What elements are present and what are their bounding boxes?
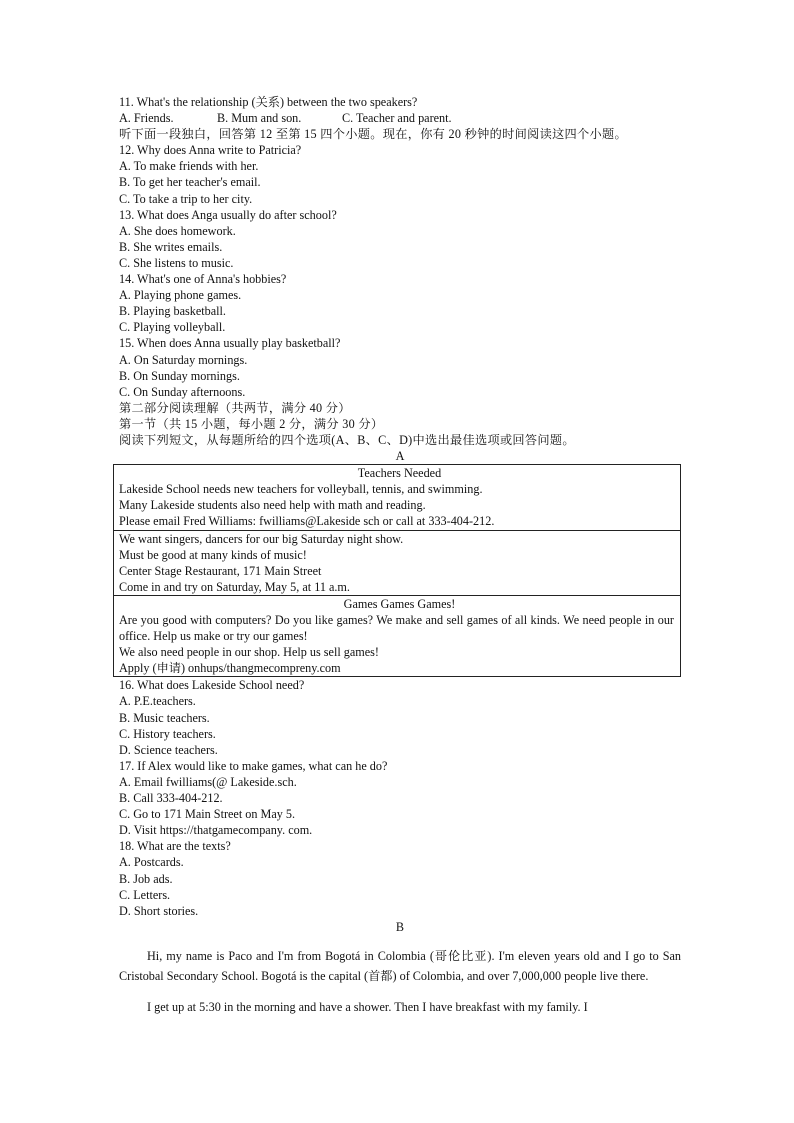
passage-a-label: A <box>395 449 405 464</box>
section1-instruction: 阅读下列短文，从每题所给的四个选项(A、B、C、D)中选出最佳选项或回答问题。 <box>119 432 575 447</box>
option-c: C. Letters. <box>119 887 171 902</box>
option-b: B. Playing basketball. <box>119 304 226 319</box>
question-11: 11. What's the relationship (关系) between the two speakers? <box>119 95 418 109</box>
option-d: D. Visit https://thatgamecompany. com. <box>119 823 313 838</box>
passage-b-label: B <box>395 919 405 934</box>
option-b: B. Mum and son. <box>217 111 302 126</box>
ad-paragraph: Are you good with computers? Do you like games? We make and sell games of all kinds. We need people in our office. Help us make or try our games! <box>119 613 674 644</box>
option-c: C. To take a trip to her city. <box>119 191 253 206</box>
ads-table <box>113 464 681 677</box>
option-a: A. Playing phone games. <box>119 288 242 303</box>
ad-games <box>114 595 680 676</box>
option-b: B. She writes emails. <box>119 239 223 254</box>
ad-teachers-needed <box>114 465 680 529</box>
ad-line: We also need people in our shop. Help us sell games! <box>119 645 379 660</box>
option-c: C. Go to 171 Main Street on May 5. <box>119 807 296 822</box>
part2-title: 第二部分阅读理解（共两节，满分 40 分） <box>119 400 351 415</box>
option-a: A. Email fwilliams(@ Lakeside.sch. <box>119 774 297 789</box>
ad-line: Center Stage Restaurant, 171 Main Street <box>119 563 322 578</box>
listening-instruction: 听下面一段独白，回答第 12 至第 15 四个小题。现在，你有 20 秒钟的时间阅读这四个小题。 <box>119 127 627 142</box>
ad-title: Games Games Games! <box>343 596 456 611</box>
question-13: 13. What does Anga usually do after school? <box>119 207 337 222</box>
ad-line: Lakeside School needs new teachers for volleyball, tennis, and swimming. <box>119 482 483 497</box>
ad-line: Come in and try on Saturday, May 5, at 11 a.m. <box>119 579 350 594</box>
option-c: C. Playing volleyball. <box>119 320 226 335</box>
option-b: B. Call 333-404-212. <box>119 791 223 806</box>
question-17: 17. If Alex would like to make games, what can he do? <box>119 758 388 773</box>
ad-line: Please email Fred Williams: fwilliams@Lakeside sch or call at 333-404-212. <box>119 514 495 529</box>
question-16: 16. What does Lakeside School need? <box>119 678 305 693</box>
option-c: C. On Sunday afternoons. <box>119 384 246 399</box>
ad-singers-dancers <box>114 530 680 595</box>
option-a: A. She does homework. <box>119 223 236 238</box>
option-a: A. Postcards. <box>119 855 184 870</box>
option-c: C. She listens to music. <box>119 255 234 270</box>
ad-line: Apply (申请) onhups/thangmecompreny.com <box>119 661 341 676</box>
question-18: 18. What are the texts? <box>119 839 231 854</box>
question-15: 15. When does Anna usually play basketball? <box>119 336 341 351</box>
question-14: 14. What's one of Anna's hobbies? <box>119 272 287 287</box>
option-b: B. On Sunday mornings. <box>119 368 240 383</box>
option-a: A. P.E.teachers. <box>119 694 196 709</box>
ad-line: Must be good at many kinds of music! <box>119 547 307 562</box>
option-b: B. Job ads. <box>119 871 173 886</box>
ad-line: Many Lakeside students also need help with math and reading. <box>119 498 426 513</box>
question-11-options <box>119 110 681 126</box>
passage-b-paragraph-1: Hi, my name is Paco and I'm from Bogotá in Colombia (哥伦比亚). I'm eleven years old and I go to San Cristobal Secondary School. Bogotá is the capital (首都) of Colombia, and over 7,000,000 people live there. <box>119 949 681 983</box>
section1-title: 第一节（共 15 小题，每小题 2 分，满分 30 分） <box>119 416 384 431</box>
option-b: B. To get her teacher's email. <box>119 175 261 190</box>
ad-line: We want singers, dancers for our big Saturday night show. <box>119 531 404 546</box>
question-12: 12. Why does Anna write to Patricia? <box>119 143 302 158</box>
ad-title: Teachers Needed <box>357 466 442 481</box>
option-a: A. Friends. <box>119 111 174 126</box>
option-c: C. Teacher and parent. <box>342 111 452 126</box>
option-a: A. To make friends with her. <box>119 159 259 174</box>
option-c: C. History teachers. <box>119 726 216 741</box>
exam-page <box>119 94 681 1018</box>
option-d: D. Science teachers. <box>119 742 218 757</box>
option-b: B. Music teachers. <box>119 710 210 725</box>
option-d: D. Short stories. <box>119 903 199 918</box>
option-a: A. On Saturday mornings. <box>119 352 248 367</box>
passage-b-paragraph-2: I get up at 5:30 in the morning and have a shower. Then I have breakfast with my family. I <box>147 1000 588 1015</box>
